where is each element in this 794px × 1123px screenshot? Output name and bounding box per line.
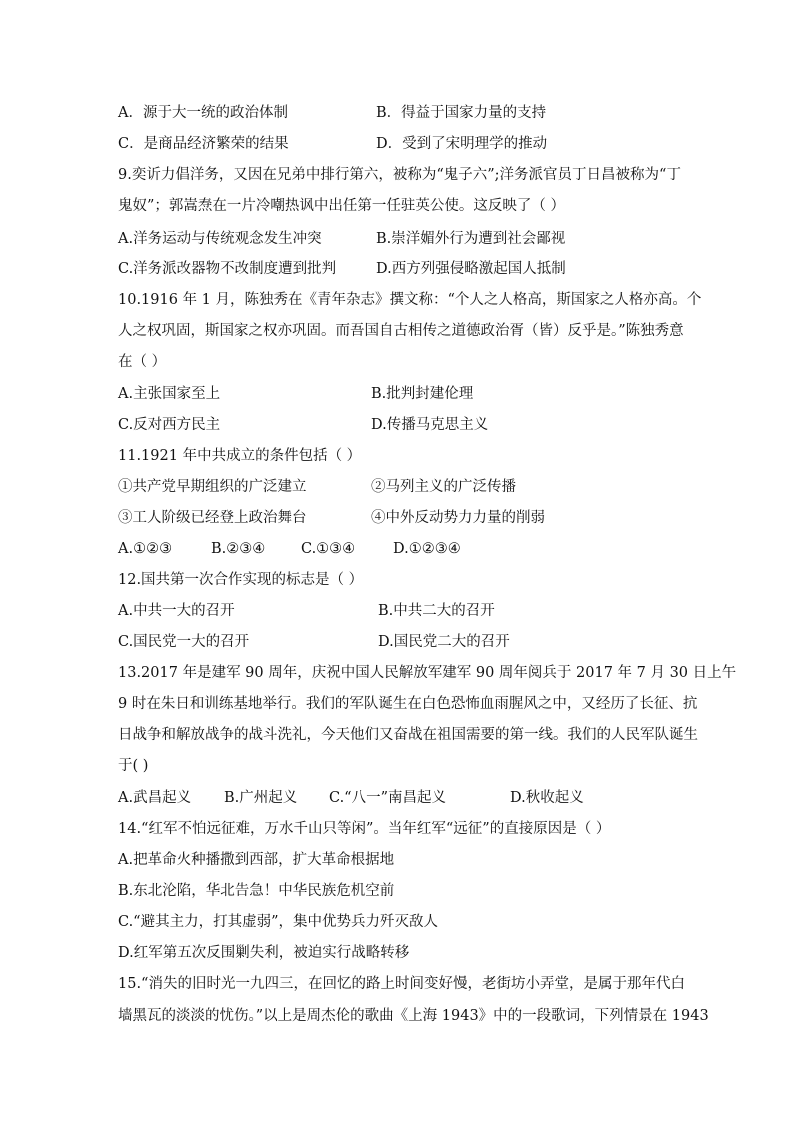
q13-option-a: A.武昌起义 bbox=[118, 790, 192, 806]
q10-option-c: C.反对西方民主 bbox=[118, 417, 221, 433]
q14-option-a: A.把革命火种播撒到西部，扩大革命根据地 bbox=[118, 852, 395, 868]
q9-option-a: A.洋务运动与传统观念发生冲突 bbox=[118, 231, 322, 247]
q8-option-d: D．受到了宋明理学的推动 bbox=[376, 136, 548, 152]
q11-item-2: ②马列主义的广泛传播 bbox=[371, 479, 516, 495]
q11-option-d: D.①②③④ bbox=[393, 541, 461, 557]
q14-option-d: D.红军第五次反围剿失利，被迫实行战略转移 bbox=[118, 945, 410, 961]
q11-stem: 11.1921 年中共成立的条件包括（ ） bbox=[118, 448, 362, 464]
q12-stem: 12.国共第一次合作实现的标志是（ ） bbox=[118, 572, 364, 588]
q10-option-b: B.批判封建伦理 bbox=[371, 386, 474, 402]
q9-stem-line-1: 9.奕䜣力倡洋务，又因在兄弟中排行第六，被称为“鬼子六”;洋务派官员丁日昌被称为“丁 bbox=[118, 167, 681, 183]
q8-option-b: B．得益于国家力量的支持 bbox=[376, 105, 547, 121]
q10-option-d: D.传播马克思主义 bbox=[371, 417, 489, 433]
q11-item-4: ④中外反动势力力量的削弱 bbox=[371, 510, 545, 526]
q12-option-c: C.国民党一大的召开 bbox=[118, 634, 250, 650]
q11-item-1: ①共产党早期组织的广泛建立 bbox=[118, 479, 307, 495]
q13-stem-line-4: 于( ) bbox=[118, 758, 149, 774]
q13-option-c: C.“八一”南昌起义 bbox=[329, 790, 447, 806]
q9-stem-line-2: 鬼奴”；郭嵩焘在一片冷嘲热讽中出任第一任驻英公使。这反映了（ ） bbox=[118, 198, 566, 214]
q13-stem-line-2: 9 时在朱日和训练基地举行。我们的军队诞生在白色恐怖血雨腥风之中，又经历了长征、抗 bbox=[118, 696, 698, 712]
q9-option-d: D.西方列强侵略激起国人抵制 bbox=[376, 261, 566, 277]
q10-stem-line-3: 在（ ） bbox=[118, 354, 167, 370]
q11-option-a: A.①②③ bbox=[118, 541, 173, 557]
q14-option-c: C.“避其主力，打其虚弱”，集中优势兵力歼灭敌人 bbox=[118, 914, 439, 930]
q14-option-b: B.东北沦陷，华北告急！中华民族危机空前 bbox=[118, 883, 395, 899]
q11-option-c: C.①③④ bbox=[301, 541, 356, 557]
q14-stem: 14.“红军不怕远征难，万水千山只等闲”。当年红军“远征”的直接原因是（ ） bbox=[118, 821, 611, 837]
q11-option-b: B.②③④ bbox=[211, 541, 266, 557]
q12-option-a: A.中共一大的召开 bbox=[118, 603, 235, 619]
q10-stem-line-2: 人之权巩固，斯国家之权亦巩固。而吾国自古相传之道德政治胥（皆）反乎是。”陈独秀意 bbox=[118, 323, 684, 339]
q15-stem-line-2: 墙黑瓦的淡淡的忧伤。”以上是周杰伦的歌曲《上海 1943》中的一段歌词，下列情景在 1943 bbox=[118, 1008, 709, 1024]
q12-option-d: D.国民党二大的召开 bbox=[378, 634, 510, 650]
q13-stem-line-3: 日战争和解放战争的战斗洗礼，今天他们又奋战在祖国需要的第一线。我们的人民军队诞生 bbox=[118, 727, 698, 743]
q13-stem-line-1: 13.2017 年是建军 90 周年，庆祝中国人民解放军建军 90 周年阅兵于 2017 年 7 月 30 日上午 bbox=[118, 665, 737, 681]
q10-option-a: A.主张国家至上 bbox=[118, 386, 221, 402]
q13-option-d: D.秋收起义 bbox=[510, 790, 584, 806]
q8-option-c: C．是商品经济繁荣的结果 bbox=[118, 136, 289, 152]
q12-option-b: B.中共二大的召开 bbox=[378, 603, 495, 619]
q8-option-a: A．源于大一统的政治体制 bbox=[118, 105, 288, 121]
q10-stem-line-1: 10.1916 年 1 月，陈独秀在《青年杂志》撰文称：“个人之人格高，斯国家之人格亦高。个 bbox=[118, 292, 702, 308]
q9-option-c: C.洋务派改器物不改制度遭到批判 bbox=[118, 261, 337, 277]
q9-option-b: B.崇洋媚外行为遭到社会鄙视 bbox=[376, 231, 566, 247]
q13-option-b: B.广州起义 bbox=[224, 790, 298, 806]
q11-item-3: ③工人阶级已经登上政治舞台 bbox=[118, 510, 307, 526]
q15-stem-line-1: 15.“消失的旧时光一九四三，在回忆的路上时间变好慢，老街坊小弄堂，是属于那年代白 bbox=[118, 976, 685, 992]
